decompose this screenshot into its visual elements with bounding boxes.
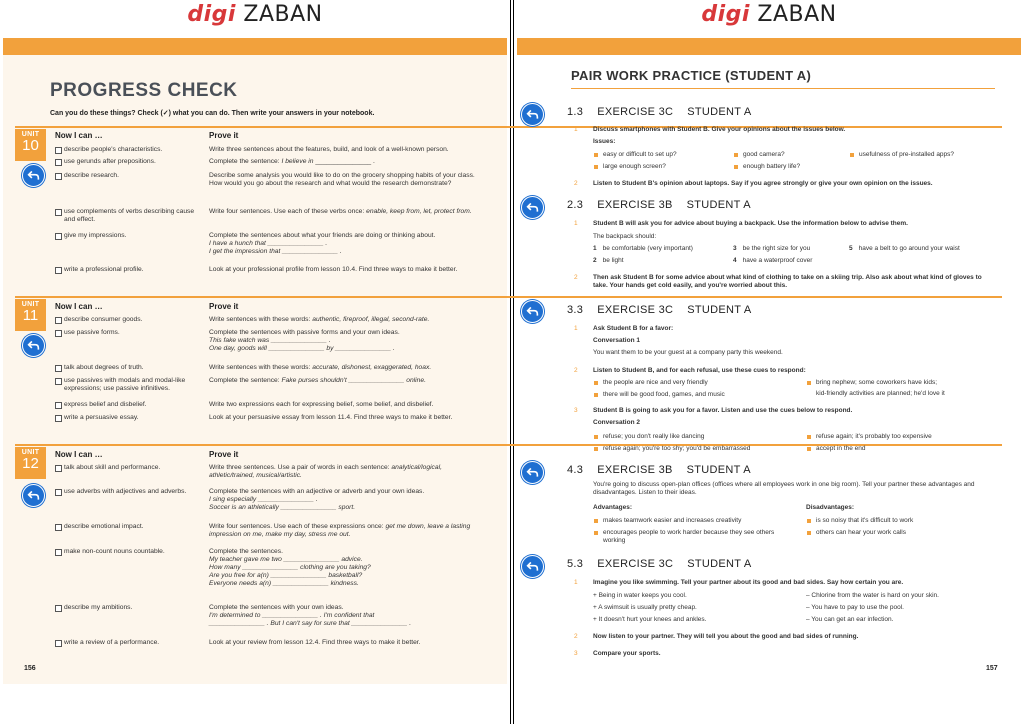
step-number: 1 bbox=[574, 579, 578, 586]
prove-item: Write four sentences. Use each of these expressions once: get me down, leave a lasting impression on me, make my day, stress me out. bbox=[209, 523, 471, 538]
step-number: 1 bbox=[574, 325, 578, 332]
cue-item: the people are nice and very friendly bbox=[593, 379, 708, 387]
prove-item: Complete the sentence: I believe in _______________ . bbox=[209, 158, 375, 165]
prove-item: Complete the sentences with your own ideas. I'm determined to _______________ . I'm confident that _______________ . But I can't say for sure that _______________ . bbox=[209, 604, 412, 627]
instruction: Listen to Student B's opinion about laptops. Say if you agree strongly or give your own opinion on the issues. bbox=[593, 180, 933, 187]
prove-item: Describe some analysis you would like to do on the grocery shopping habits of your class. How would you go about the research and what would the research demonstrate? bbox=[209, 172, 475, 187]
col-header-can: Now I can … bbox=[55, 131, 103, 140]
back-button[interactable] bbox=[22, 484, 45, 507]
step-number: 2 bbox=[574, 180, 578, 187]
step-number: 2 bbox=[574, 633, 578, 640]
step-number: 3 bbox=[574, 650, 578, 657]
advice-item: 1 be comfortable (very important) bbox=[593, 245, 693, 252]
plus-item: + It doesn't hurt your knees and ankles. bbox=[593, 616, 707, 623]
can-item[interactable]: give my impressions. bbox=[55, 232, 203, 240]
prove-item: Look at your persuasive essay from lesson 11.4. Find three ways to make it better. bbox=[209, 414, 453, 421]
step-number: 1 bbox=[574, 220, 578, 227]
can-item[interactable]: describe consumer goods. bbox=[55, 316, 203, 324]
header-band bbox=[3, 38, 507, 55]
can-item[interactable]: use passive forms. bbox=[55, 329, 203, 337]
issue-item: good camera? bbox=[733, 151, 785, 159]
instruction: Discuss smartphones with Student B. Give your opinions about the issues below. bbox=[593, 126, 846, 133]
col-header-can: Now I can … bbox=[55, 450, 103, 459]
prove-item: Write two expressions each for expressing belief, some belief, and disbelief. bbox=[209, 401, 434, 408]
instruction: Ask Student B for a favor: bbox=[593, 325, 674, 332]
can-item[interactable]: talk about degrees of truth. bbox=[55, 364, 203, 372]
back-arrow-icon bbox=[27, 339, 40, 352]
advice-item: 5 have a belt to go around your waist bbox=[849, 245, 960, 252]
issue-item: easy or difficult to set up? bbox=[593, 151, 677, 159]
can-item[interactable]: talk about skill and performance. bbox=[55, 464, 203, 472]
prove-item: Write three sentences about the features, build, and look of a well-known person. bbox=[209, 146, 449, 153]
header-band-right bbox=[517, 38, 1021, 55]
issue-item: large enough screen? bbox=[593, 163, 666, 171]
page-number-right: 157 bbox=[986, 665, 998, 672]
issue-item: enough battery life? bbox=[733, 163, 800, 171]
unit-badge: UNIT 10 bbox=[15, 129, 46, 161]
brand-logo: digi ZABAN bbox=[187, 2, 323, 27]
section-heading: 2.3 EXERCISE 3B STUDENT A bbox=[567, 199, 751, 211]
step-number: 1 bbox=[574, 126, 578, 133]
back-arrow-icon bbox=[526, 305, 539, 318]
can-item[interactable]: describe emotional impact. bbox=[55, 523, 203, 531]
backpack-label: The backpack should: bbox=[593, 233, 657, 240]
section-heading: 3.3 EXERCISE 3C STUDENT A bbox=[567, 304, 752, 316]
back-arrow-icon bbox=[526, 108, 539, 121]
advice-item: 2 be light bbox=[593, 257, 624, 264]
issue-item: usefulness of pre-installed apps? bbox=[849, 151, 954, 159]
minus-item: – You can get an ear infection. bbox=[806, 616, 894, 623]
section-heading: 1.3 EXERCISE 3C STUDENT A bbox=[567, 106, 752, 118]
disadvantage-item: others can hear your work calls bbox=[806, 529, 906, 537]
cue-item: kid-friendly activities are planned; he'd love it bbox=[816, 390, 945, 397]
unit-divider bbox=[15, 296, 1002, 298]
conversation-label: Conversation 2 bbox=[593, 419, 640, 426]
pair-work-title: PAIR WORK PRACTICE (STUDENT A) bbox=[571, 68, 812, 83]
step-number: 2 bbox=[574, 367, 578, 374]
prove-item: Look at your professional profile from lesson 10.4. Find three ways to make it better. bbox=[209, 266, 458, 273]
cue-item: refuse; you don't really like dancing bbox=[593, 433, 704, 441]
minus-item: – You have to pay to use the pool. bbox=[806, 604, 904, 611]
conversation-label: Conversation 1 bbox=[593, 337, 640, 344]
back-arrow-icon bbox=[526, 466, 539, 479]
back-button[interactable] bbox=[521, 196, 544, 219]
instruction: Student B will ask you for advice about buying a backpack. Use the information below to advise them. bbox=[593, 220, 908, 227]
can-item[interactable]: describe research. bbox=[55, 172, 203, 180]
back-arrow-icon bbox=[526, 560, 539, 573]
section-heading: 4.3 EXERCISE 3B STUDENT A bbox=[567, 464, 751, 476]
instruction: Imagine you like swimming. Tell your partner about its good and bad sides. Say how certain you are. bbox=[593, 579, 904, 586]
back-button[interactable] bbox=[521, 103, 544, 126]
plus-item: + Being in water keeps you cool. bbox=[593, 592, 687, 599]
can-item[interactable]: make non-count nouns countable. bbox=[55, 548, 203, 556]
prove-item: Look at your review from lesson 12.4. Find three ways to make it better. bbox=[209, 639, 421, 646]
can-item[interactable]: describe my ambitions. bbox=[55, 604, 203, 612]
can-item[interactable]: express belief and disbelief. bbox=[55, 401, 203, 409]
instruction: Now listen to your partner. They will tell you about the good and bad sides of running. bbox=[593, 633, 859, 640]
instruction: Listen to Student B, and for each refusal, use these cues to respond: bbox=[593, 367, 806, 374]
can-item[interactable]: describe people's characteristics. bbox=[55, 146, 203, 154]
back-button[interactable] bbox=[22, 164, 45, 187]
cue-item: refuse again; you're too shy; you'd be embarrassed bbox=[593, 445, 750, 453]
col-header-prove: Prove it bbox=[209, 302, 239, 311]
cue-item: accept in the end bbox=[806, 445, 866, 453]
cue-item: there will be good food, games, and music bbox=[593, 391, 725, 399]
prove-item: Write sentences with these words: accurate, dishonest, exaggerated, hoax. bbox=[209, 364, 432, 371]
section-heading: 5.3 EXERCISE 3C STUDENT A bbox=[567, 558, 752, 570]
unit-badge: UNIT 11 bbox=[15, 299, 46, 331]
advantage-item: makes teamwork easier and increases creativity bbox=[593, 517, 741, 525]
conversation-text: You want them to be your guest at a company party this weekend. bbox=[593, 349, 783, 356]
can-item[interactable]: write a review of a performance. bbox=[55, 639, 203, 647]
brand-logo-right: digi ZABAN bbox=[701, 2, 837, 27]
can-item[interactable]: write a persuasive essay. bbox=[55, 414, 203, 422]
prove-item: Write sentences with these words: authentic, fireproof, illegal, second-rate. bbox=[209, 316, 430, 323]
col-header-prove: Prove it bbox=[209, 131, 239, 140]
instruction: You're going to discuss open-plan offices (offices where all employees work in one big room). Tell your partner these advantages and disadvantages. Listen to their ideas. bbox=[593, 481, 975, 496]
back-arrow-icon bbox=[526, 201, 539, 214]
back-arrow-icon bbox=[27, 169, 40, 182]
intro-text: Can you do these things? Check (✓) what you can do. Then write your answers in your notebook. bbox=[50, 110, 375, 117]
advice-item: 4 have a waterproof cover bbox=[733, 257, 813, 264]
prove-item: Complete the sentences with passive forms and your own ideas. This fake watch was _______________ . One day, goods will _______________ by _______________ . bbox=[209, 329, 400, 352]
prove-item: Complete the sentences. My teacher gave me two _______________ advice. How many _______________ clothing are you taking? Are you free for a(n) _______________ basketball? Everyone needs a(n) _______________ kindness. bbox=[209, 548, 371, 587]
can-item[interactable]: use adverbs with adjectives and adverbs. bbox=[55, 488, 203, 496]
instruction: Then ask Student B for some advice about what kind of clothing to take on a skiing trip. Also ask about what kind of gloves to take. Your hands get cold easily, and you're worried about this. bbox=[593, 274, 982, 289]
can-item[interactable]: use complements of verbs describing cause and effect. bbox=[55, 208, 203, 224]
page-number: 156 bbox=[24, 665, 36, 672]
can-item[interactable]: use passives with modals and modal-like expressions; use passive infinitives. bbox=[55, 377, 203, 393]
issues-label: Issues: bbox=[593, 138, 616, 145]
prove-item: Complete the sentence: Fake purses shouldn't _______________ online. bbox=[209, 377, 426, 384]
advice-item: 3 be the right size for you bbox=[733, 245, 811, 252]
can-item[interactable]: use gerunds after prepositions. bbox=[55, 158, 203, 166]
back-button[interactable] bbox=[521, 555, 544, 578]
col-header-can: Now I can … bbox=[55, 302, 103, 311]
advantages-label: Advantages: bbox=[593, 504, 633, 511]
back-arrow-icon bbox=[27, 489, 40, 502]
advantage-item: encourages people to work harder because they see others working bbox=[593, 529, 783, 545]
step-number: 2 bbox=[574, 274, 578, 281]
prove-item: Complete the sentences about what your friends are doing or thinking about. I have a hunch that _______________ . I get the impression that _______________ . bbox=[209, 232, 436, 255]
step-number: 3 bbox=[574, 407, 578, 414]
prove-item: Write four sentences. Use each of these verbs once: enable, keep from, let, protect from. bbox=[209, 208, 472, 215]
instruction: Student B is going to ask you for a favor. Listen and use the cues below to respond. bbox=[593, 407, 853, 414]
cue-item: refuse again; it's probably too expensive bbox=[806, 433, 932, 441]
unit-badge: UNIT 12 bbox=[15, 447, 46, 479]
prove-item: Write three sentences. Use a pair of words in each sentence: analytical/logical, athletic/trained, musical/artistic. bbox=[209, 464, 442, 479]
instruction: Compare your sports. bbox=[593, 650, 661, 657]
col-header-prove: Prove it bbox=[209, 450, 239, 459]
can-item[interactable]: write a professional profile. bbox=[55, 266, 203, 274]
minus-item: – Chlorine from the water is hard on your skin. bbox=[806, 592, 939, 599]
title-underline bbox=[571, 88, 995, 89]
disadvantage-item: is so noisy that it's difficult to work bbox=[806, 517, 913, 525]
page-title: PROGRESS CHECK bbox=[50, 80, 238, 101]
back-button[interactable] bbox=[521, 300, 544, 323]
cue-item: bring nephew; some coworkers have kids; bbox=[806, 379, 937, 387]
back-button[interactable] bbox=[22, 334, 45, 357]
prove-item: Complete the sentences with an adjective or adverb and your own ideas. I sing especially _______________ . Soccer is an athletically _______________ sport. bbox=[209, 488, 425, 511]
plus-item: + A swimsuit is usually pretty cheap. bbox=[593, 604, 697, 611]
back-button[interactable] bbox=[521, 461, 544, 484]
disadvantages-label: Disadvantages: bbox=[806, 504, 855, 511]
